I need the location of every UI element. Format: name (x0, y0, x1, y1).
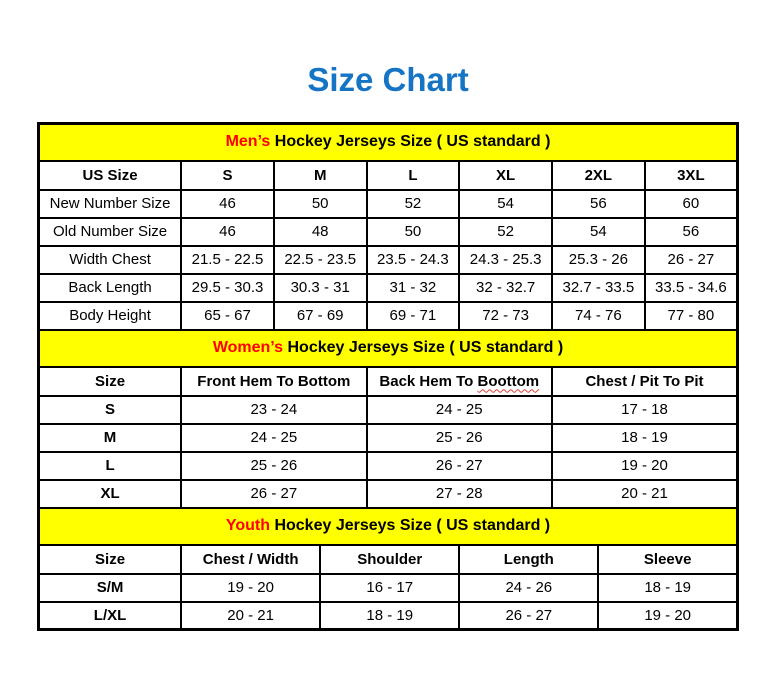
youth-band-row (39, 508, 738, 545)
youth-value-cell: 19 - 20 (181, 574, 320, 602)
youth-row-label: S/M (39, 574, 182, 602)
mens-value-cell: 25.3 - 26 (552, 246, 645, 274)
size-chart-tables (37, 122, 739, 631)
youth-value-cell: 16 - 17 (320, 574, 459, 602)
mens-value-cell: 54 (459, 190, 552, 218)
mens-value-cell: 22.5 - 23.5 (274, 246, 367, 274)
mens-value-cell: 46 (181, 218, 274, 246)
mens-value-cell: 48 (274, 218, 367, 246)
womens-value-cell: 25 - 26 (181, 452, 366, 480)
mens-row-label: New Number Size (39, 190, 182, 218)
mens-row-label: Back Length (39, 274, 182, 302)
womens-column-header: Size (39, 367, 182, 396)
mens-row-label: Old Number Size (39, 218, 182, 246)
mens-value-cell: 72 - 73 (459, 302, 552, 330)
mens-value-cell: 60 (645, 190, 738, 218)
misspelled-word: Boottom (477, 372, 540, 390)
youth-column-header: Shoulder (320, 545, 459, 574)
mens-column-header: 2XL (552, 161, 645, 190)
youth-column-header: Chest / Width (181, 545, 320, 574)
mens-value-cell: 23.5 - 24.3 (367, 246, 460, 274)
womens-value-cell: 23 - 24 (181, 396, 366, 424)
mens-value-cell: 52 (367, 190, 460, 218)
table-row (39, 246, 738, 274)
womens-row-label: S (39, 396, 182, 424)
womens-band-accent: Women’s (212, 339, 284, 356)
table-row (39, 302, 738, 330)
mens-column-header: 3XL (645, 161, 738, 190)
mens-column-header: S (181, 161, 274, 190)
table-row (39, 452, 738, 480)
table-row (39, 424, 738, 452)
mens-band-row (39, 124, 738, 161)
youth-value-cell: 20 - 21 (181, 602, 320, 630)
womens-value-cell: 26 - 27 (181, 480, 366, 508)
mens-value-cell: 33.5 - 34.6 (645, 274, 738, 302)
mens-value-cell: 29.5 - 30.3 (181, 274, 274, 302)
mens-header-row (39, 161, 738, 190)
mens-value-cell: 46 (181, 190, 274, 218)
mens-value-cell: 31 - 32 (367, 274, 460, 302)
womens-row-label: XL (39, 480, 182, 508)
section-mens (39, 124, 738, 330)
womens-value-cell: 19 - 20 (552, 452, 738, 480)
youth-row-label: L/XL (39, 602, 182, 630)
table-row (39, 218, 738, 246)
youth-column-header: Sleeve (598, 545, 737, 574)
womens-value-cell: 25 - 26 (367, 424, 552, 452)
womens-value-cell: 27 - 28 (367, 480, 552, 508)
table-row (39, 396, 738, 424)
mens-value-cell: 67 - 69 (274, 302, 367, 330)
womens-column-header: Front Hem To Bottom (181, 367, 366, 396)
womens-row-label: L (39, 452, 182, 480)
mens-value-cell: 77 - 80 (645, 302, 738, 330)
mens-value-cell: 65 - 67 (181, 302, 274, 330)
table-row (39, 574, 738, 602)
mens-value-cell: 26 - 27 (645, 246, 738, 274)
womens-value-cell: 24 - 25 (181, 424, 366, 452)
mens-value-cell: 24.3 - 25.3 (459, 246, 552, 274)
womens-column-header: Back Hem To Boottom (367, 367, 552, 396)
mens-value-cell: 32 - 32.7 (459, 274, 552, 302)
womens-value-cell: 17 - 18 (552, 396, 738, 424)
mens-column-header: XL (459, 161, 552, 190)
youth-value-cell: 19 - 20 (598, 602, 737, 630)
mens-row-label: Body Height (39, 302, 182, 330)
womens-band-title: Women’s Hockey Jerseys Size ( US standard ) (39, 330, 738, 367)
youth-value-cell: 24 - 26 (459, 574, 598, 602)
womens-value-cell: 26 - 27 (367, 452, 552, 480)
mens-band-title: Men’s Hockey Jerseys Size ( US standard ) (39, 124, 738, 161)
mens-value-cell: 52 (459, 218, 552, 246)
table-row (39, 480, 738, 508)
youth-value-cell: 18 - 19 (598, 574, 737, 602)
mens-column-header: US Size (39, 161, 182, 190)
mens-value-cell: 54 (552, 218, 645, 246)
size-table (37, 122, 739, 631)
womens-row-label: M (39, 424, 182, 452)
womens-value-cell: 24 - 25 (367, 396, 552, 424)
mens-value-cell: 50 (367, 218, 460, 246)
mens-row-label: Width Chest (39, 246, 182, 274)
mens-column-header: M (274, 161, 367, 190)
youth-value-cell: 26 - 27 (459, 602, 598, 630)
mens-column-header: L (367, 161, 460, 190)
youth-band-accent: Youth (225, 517, 270, 534)
mens-value-cell: 56 (645, 218, 738, 246)
womens-value-cell: 20 - 21 (552, 480, 738, 508)
table-row (39, 274, 738, 302)
page-title: Size Chart (307, 61, 469, 98)
youth-column-header: Size (39, 545, 182, 574)
youth-column-header: Length (459, 545, 598, 574)
mens-value-cell: 30.3 - 31 (274, 274, 367, 302)
table-row (39, 602, 738, 630)
youth-band-title: Youth Hockey Jerseys Size ( US standard ) (39, 508, 738, 545)
table-row (39, 190, 738, 218)
womens-column-header: Chest / Pit To Pit (552, 367, 738, 396)
youth-value-cell: 18 - 19 (320, 602, 459, 630)
mens-value-cell: 74 - 76 (552, 302, 645, 330)
mens-value-cell: 56 (552, 190, 645, 218)
mens-value-cell: 21.5 - 22.5 (181, 246, 274, 274)
mens-band-accent: Men’s (225, 133, 271, 151)
mens-value-cell: 32.7 - 33.5 (552, 274, 645, 302)
mens-value-cell: 69 - 71 (367, 302, 460, 330)
section-youth (39, 508, 738, 630)
womens-value-cell: 18 - 19 (552, 424, 738, 452)
youth-header-row (39, 545, 738, 574)
womens-band-row (39, 330, 738, 367)
womens-header-row (39, 367, 738, 396)
section-womens (39, 330, 738, 508)
mens-value-cell: 50 (274, 190, 367, 218)
